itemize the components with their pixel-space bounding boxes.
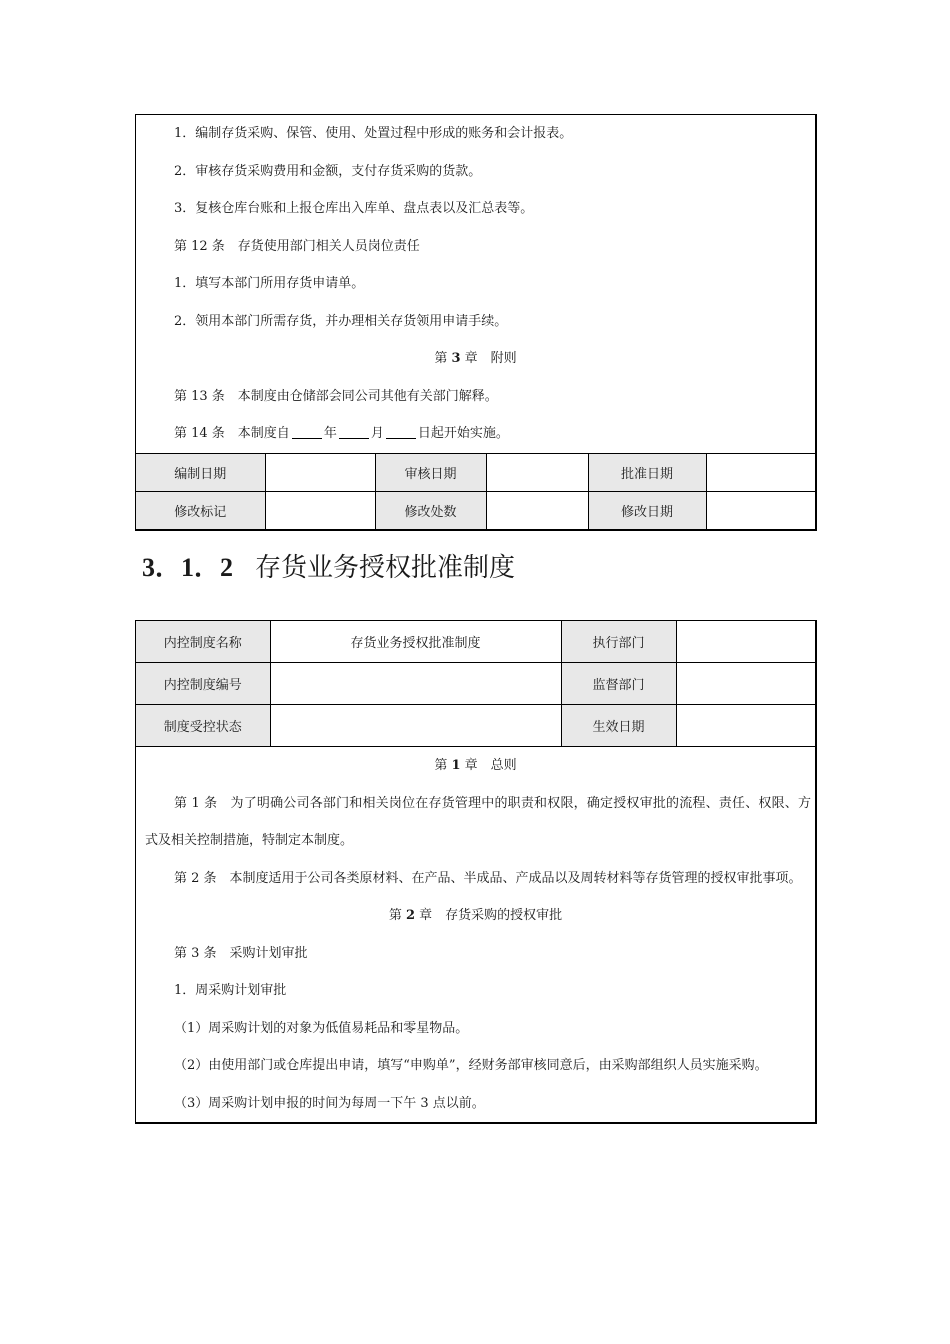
section-number: 3．1．2: [142, 553, 234, 582]
policy-body: [136, 746, 815, 1124]
list-item: （1）周采购计划的对象为低值易耗品和零星物品。: [174, 1020, 469, 1036]
list-item: 2．领用本部门所需存货，并办理相关存货领用申请手续。: [174, 313, 508, 329]
list-item: （3）周采购计划申报的时间为每周一下午 3 点以前。: [174, 1095, 485, 1111]
authorization-policy-box: [135, 620, 817, 1124]
revision-mark-label: 修改标记: [136, 491, 265, 530]
policy-name-label: 内控制度名称: [136, 621, 270, 663]
revision-mark-value[interactable]: [265, 491, 375, 530]
control-status-value[interactable]: [270, 705, 561, 747]
policy-number-label: 内控制度编号: [136, 663, 270, 705]
list-item: 1．填写本部门所用存货申请单。: [174, 276, 365, 291]
article-12: 第 12 条 存货使用部门相关人员岗位责任: [174, 238, 420, 254]
executing-dept-label: 执行部门: [561, 621, 676, 663]
policy-number-value[interactable]: [270, 663, 561, 705]
list-item: （2）由使用部门或仓库提出申请，填写“申购单”，经财务部审核同意后，由采购部组织人员实施采购。: [174, 1058, 768, 1073]
table-row: [136, 491, 815, 530]
responsibility-text: [136, 115, 815, 453]
month-blank: [339, 424, 369, 439]
revision-date-value[interactable]: [706, 491, 815, 530]
executing-dept-value[interactable]: [676, 621, 815, 663]
review-date-label: 审核日期: [375, 453, 486, 491]
effective-date-label: 生效日期: [561, 705, 676, 747]
section-heading: [142, 548, 515, 588]
revision-count-value[interactable]: [486, 491, 588, 530]
table-row: [136, 453, 815, 491]
table-row: [136, 663, 815, 705]
supervising-dept-label: 监督部门: [561, 663, 676, 705]
table-row: [136, 621, 815, 663]
chapter-2-heading: 第 2 章 存货采购的授权审批: [388, 908, 563, 923]
compile-date-value[interactable]: [265, 453, 375, 491]
article-14: 第 14 条 本制度自 年 月 日起开始实施。: [174, 426, 509, 441]
table-row: [136, 705, 815, 747]
list-item: 2．审核存货采购费用和金额，支付存货采购的货款。: [174, 163, 482, 179]
review-date-value[interactable]: [486, 453, 588, 491]
control-status-label: 制度受控状态: [136, 705, 270, 747]
article-1: 第 1 条 为了明确公司各部门和相关岗位在存货管理中的职责和权限，确定授权审批的流程、责任、权限、方式及相关控制措施，特制定本制度。: [145, 795, 811, 848]
responsibility-continuation-box: [135, 114, 817, 531]
section-title: 存货业务授权批准制度: [255, 553, 516, 583]
article-2: 第 2 条 本制度适用于公司各类原材料、在产品、半成品、产成品以及周转材料等存货管理的授权审批事项。: [174, 870, 802, 886]
supervising-dept-value[interactable]: [676, 663, 815, 705]
approve-date-value[interactable]: [706, 453, 815, 491]
effective-date-value[interactable]: [676, 705, 815, 747]
list-item: 3．复核仓库台账和上报仓库出入库单、盘点表以及汇总表等。: [174, 201, 534, 216]
approve-date-label: 批准日期: [588, 453, 706, 491]
revision-count-label: 修改处数: [375, 491, 486, 530]
day-blank: [386, 424, 416, 439]
article-3: 第 3 条 采购计划审批: [174, 945, 308, 961]
chapter-1-heading: 第 1 章 总则: [434, 758, 517, 773]
article-13: 第 13 条 本制度由仓储部会同公司其他有关部门解释。: [174, 388, 498, 404]
year-blank: [292, 424, 322, 439]
list-item: 1．周采购计划审批: [174, 983, 287, 998]
list-item: 1．编制存货采购、保管、使用、处置过程中形成的账务和会计报表。: [174, 126, 573, 141]
approval-table: [136, 453, 815, 531]
chapter-3-heading: 第 3 章 附则: [434, 351, 517, 366]
revision-date-label: 修改日期: [588, 491, 706, 530]
compile-date-label: 编制日期: [136, 453, 265, 491]
policy-name-value: 存货业务授权批准制度: [270, 621, 561, 663]
policy-header-table: [136, 621, 815, 746]
